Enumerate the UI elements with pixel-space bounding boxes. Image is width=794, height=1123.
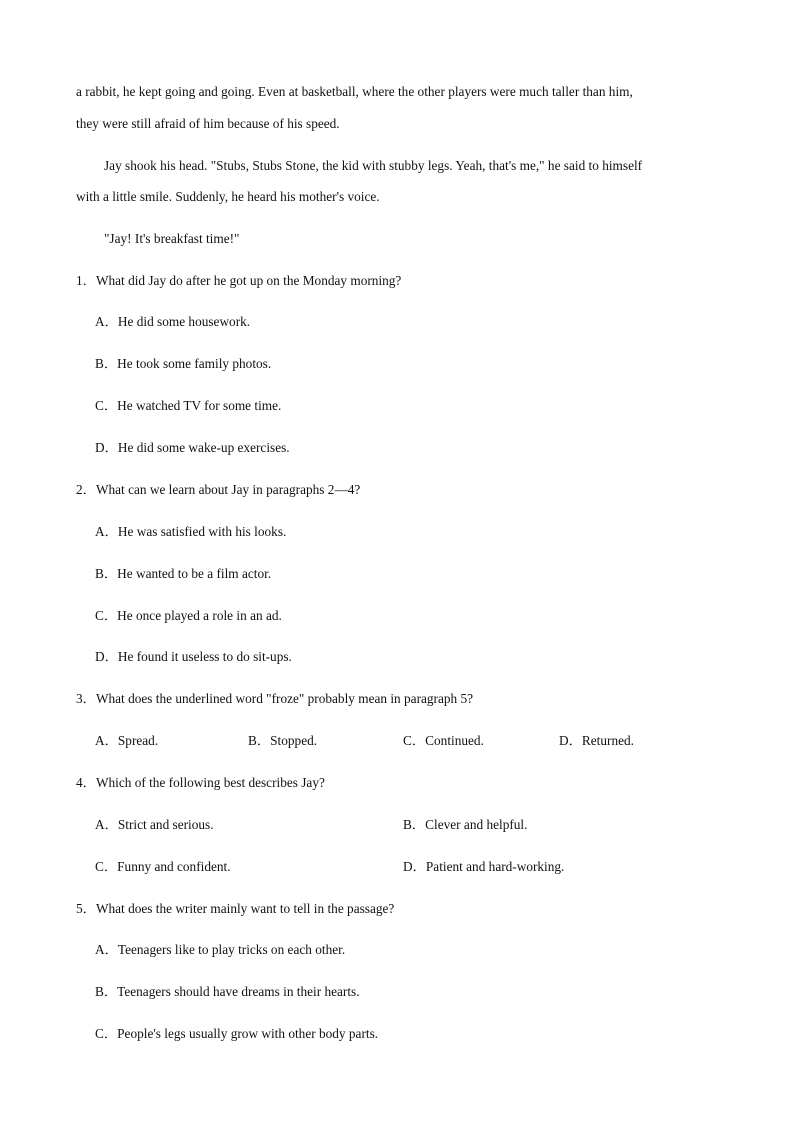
question-1-stem: 1．What did Jay do after he got up on the Monday morning? [76, 273, 402, 288]
passage-line: a rabbit, he kept going and going. Even at basketball, where the other players were much taller than him, [76, 84, 633, 99]
question-5-option-a: A．Teenagers like to play tricks on each other. [95, 942, 346, 957]
question-4-stem: 4．Which of the following best describes Jay? [76, 775, 325, 790]
passage-line: they were still afraid of him because of his speed. [76, 116, 340, 131]
question-2-option-b: B．He wanted to be a film actor. [95, 566, 272, 581]
question-4-option-b: B．Clever and helpful. [403, 817, 528, 832]
question-3-stem: 3．What does the underlined word "froze" probably mean in paragraph 5? [76, 691, 474, 706]
question-1-option-a: A．He did some housework. [95, 314, 251, 329]
question-3-option-c: C．Continued. [403, 733, 484, 748]
passage-line: "Jay! It's breakfast time!" [104, 231, 240, 246]
question-1-option-d: D．He did some wake-up exercises. [95, 440, 290, 455]
question-1-option-b: B．He took some family photos. [95, 356, 272, 371]
question-3-option-b: B．Stopped. [248, 733, 318, 748]
question-5-option-b: B．Teenagers should have dreams in their hearts. [95, 984, 360, 999]
question-5-option-c: C．People's legs usually grow with other body parts. [95, 1026, 379, 1041]
question-3-option-d: D．Returned. [559, 733, 634, 748]
question-3-option-a: A．Spread. [95, 733, 159, 748]
question-4-option-c: C．Funny and confident. [95, 859, 231, 874]
question-4-option-a: A．Strict and serious. [95, 817, 214, 832]
passage-line: Jay shook his head. "Stubs, Stubs Stone, the kid with stubby legs. Yeah, that's me," he said to himself [104, 158, 643, 173]
question-4-option-d: D．Patient and hard-working. [403, 859, 565, 874]
question-2-option-d: D．He found it useless to do sit-ups. [95, 649, 292, 664]
question-2-stem: 2．What can we learn about Jay in paragraphs 2—4? [76, 482, 361, 497]
question-5-stem: 5．What does the writer mainly want to tell in the passage? [76, 901, 395, 916]
passage-line: with a little smile. Suddenly, he heard his mother's voice. [76, 189, 380, 204]
question-1-option-c: C．He watched TV for some time. [95, 398, 282, 413]
question-2-option-c: C．He once played a role in an ad. [95, 608, 282, 623]
question-2-option-a: A．He was satisfied with his looks. [95, 524, 287, 539]
